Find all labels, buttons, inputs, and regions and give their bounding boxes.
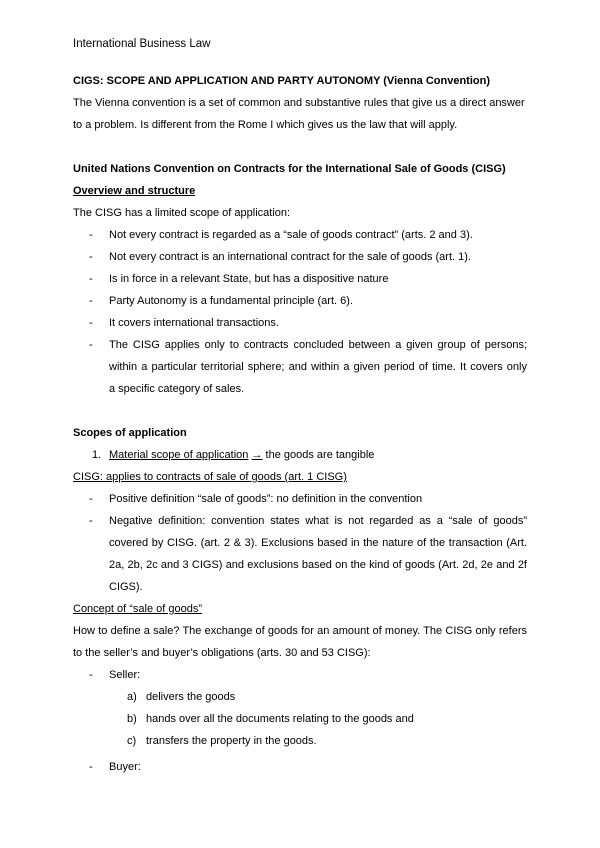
scopes-heading: Scopes of application bbox=[73, 427, 187, 439]
seller-item-text: delivers the goods bbox=[146, 691, 236, 703]
overview-bullet: Party Autonomy is a fundamental principle (art. 6). bbox=[109, 295, 353, 307]
buyer-label: Buyer: bbox=[109, 761, 141, 773]
positive-definition: Positive definition “sale of goods”: no definition in the convention bbox=[109, 493, 423, 505]
material-scope-label: Material scope of application bbox=[109, 449, 249, 461]
bullet-dash: - bbox=[89, 295, 93, 307]
overview-bullet: It covers international transactions. bbox=[109, 317, 279, 329]
overview-bullet: Is in force in a relevant State, but has a dispositive nature bbox=[109, 273, 389, 285]
bullet-dash: - bbox=[89, 515, 93, 527]
cisg-heading: United Nations Convention on Contracts for the International Sale of Goods (CISG) bbox=[73, 163, 506, 175]
material-number: 1. bbox=[92, 449, 102, 461]
concept-heading: Concept of “sale of goods” bbox=[73, 603, 203, 615]
negative-definition-line: CIGS). bbox=[109, 581, 143, 593]
intro-line-1: The Vienna convention is a set of common and substantive rules that give us a direct answer bbox=[73, 97, 525, 109]
bullet-dash: - bbox=[89, 229, 93, 241]
bullet-dash: - bbox=[89, 273, 93, 285]
overview-bullet-line: a specific category of sales. bbox=[109, 383, 245, 395]
seller-label: Seller: bbox=[109, 669, 141, 681]
seller-item-letter: c) bbox=[127, 735, 137, 747]
negative-definition-line: Negative definition: convention states what is not regarded as a “sale of goods” bbox=[109, 515, 527, 527]
bullet-dash: - bbox=[89, 251, 93, 263]
overview-heading: Overview and structure bbox=[73, 185, 196, 197]
negative-definition-line: covered by CISG. (art. 2 & 3). Exclusions based in the nature of the transaction (Art. bbox=[109, 537, 527, 549]
bullet-dash: - bbox=[89, 761, 93, 773]
material-scope-line bbox=[109, 448, 374, 462]
seller-item-letter: b) bbox=[127, 713, 137, 725]
seller-item-text: hands over all the documents relating to the goods and bbox=[146, 713, 414, 725]
negative-definition-line: 2a, 2b, 2c and 3 CIGS) and exclusions based on the kind of goods (Art. 2d, 2e and 2f bbox=[109, 559, 527, 571]
bullet-dash: - bbox=[89, 317, 93, 329]
intro-line-2: to a problem. Is different from the Rome I which gives us the law that will apply. bbox=[73, 119, 458, 131]
bullet-dash: - bbox=[89, 669, 93, 681]
concept-text-line: to the seller’s and buyer’s obligations (arts. 30 and 53 CISG): bbox=[73, 647, 371, 659]
seller-item-letter: a) bbox=[127, 691, 137, 703]
overview-bullet: Not every contract is regarded as a “sale of goods contract” (arts. 2 and 3). bbox=[109, 229, 473, 241]
seller-item-text: transfers the property in the goods. bbox=[146, 735, 317, 747]
overview-bullet: Not every contract is an international contract for the sale of goods (art. 1). bbox=[109, 251, 471, 263]
overview-text: The CISG has a limited scope of application: bbox=[73, 207, 291, 219]
material-scope-rest: the goods are tangible bbox=[262, 449, 375, 461]
arrow-icon: → bbox=[251, 449, 263, 461]
cisg-applies-heading: CISG: applies to contracts of sale of goods (art. 1 CISG) bbox=[73, 471, 347, 483]
concept-text-line: How to define a sale? The exchange of goods for an amount of money. The CISG only refers bbox=[73, 625, 527, 637]
document-title: CIGS: SCOPE AND APPLICATION AND PARTY AUTONOMY (Vienna Convention) bbox=[73, 75, 491, 87]
overview-bullet-line: within a particular territorial sphere; and within a given period of time. It covers only bbox=[109, 361, 527, 373]
overview-bullet-line: The CISG applies only to contracts concluded between a given group of persons; bbox=[109, 339, 527, 351]
bullet-dash: - bbox=[89, 339, 93, 351]
page-header: International Business Law bbox=[73, 38, 211, 50]
bullet-dash: - bbox=[89, 493, 93, 505]
